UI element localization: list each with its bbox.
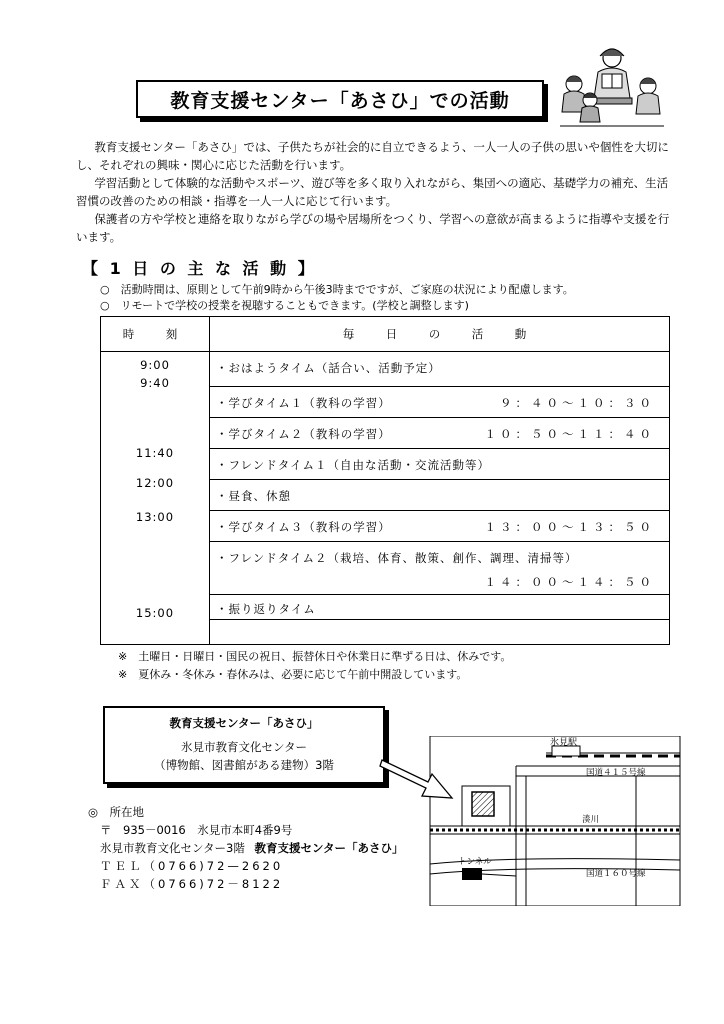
center-info-box	[103, 706, 385, 784]
map-station-label: 氷見駅	[550, 738, 578, 748]
activity-label: ・振り返りタイム	[216, 602, 316, 616]
time-label: 11:40	[135, 446, 175, 460]
activity-row	[210, 542, 669, 595]
pointer-arrow-icon	[378, 748, 458, 804]
time-label: 13:00	[135, 510, 175, 524]
building-floor: 氷見市教育文化センター3階	[100, 841, 245, 855]
schedule-table	[100, 316, 670, 645]
times-column	[101, 352, 210, 645]
map-road1-label: 国道４１５号線	[586, 768, 646, 778]
activity-label: ・学びタイム２（教科の学習）	[216, 427, 391, 441]
intro-text	[76, 138, 676, 246]
reading-children-illustration	[556, 42, 668, 130]
footnote: ※ 土曜日・日曜日・国民の祝日、振替休日や休業日に準ずる日は、休みです。	[118, 650, 512, 663]
activity-label: ・学びタイム３（教科の学習）	[216, 520, 391, 534]
map-tunnel-label: トンネル	[458, 857, 492, 867]
tunnel-icon	[462, 868, 482, 880]
fax-number: ＦＡＸ（0766)72－8122	[100, 877, 284, 891]
page-title: 教育支援センター「あさひ」での活動	[136, 80, 544, 118]
activity-time-range: １０：５０～１１：４０	[484, 427, 655, 441]
activity-row	[210, 480, 669, 511]
activity-row	[210, 595, 669, 620]
activity-label: ・おはようタイム（話合い、活動予定）	[216, 361, 441, 375]
building-center-name: 教育支援センター「あさひ」	[254, 841, 404, 855]
address-block	[88, 803, 404, 893]
activity-time-range: １３：００～１３：５０	[484, 520, 655, 534]
time-label: 9:40	[140, 376, 170, 390]
intro-paragraph: 教育支援センター「あさひ」では、子供たちが社会的に自立できるよう、一人一人の子供の思いや個性を大切にし、それぞれの興味・関心に応じた活動を行います。	[76, 140, 669, 172]
center-name: 教育支援センター「あさひ」	[169, 716, 319, 730]
time-label: 15:00	[135, 606, 175, 620]
center-building-detail: （博物館、図書館がある建物）3階	[154, 758, 334, 772]
header-activity: 毎 日 の 活 動	[210, 317, 670, 352]
footnote: ※ 夏休み・冬休み・春休みは、必要に応じて午前中開設しています。	[118, 668, 468, 681]
activities-column	[210, 352, 670, 645]
activity-time-range: ９：４０～１０：３０	[500, 396, 655, 410]
activity-row	[210, 620, 669, 640]
activity-row	[210, 418, 669, 449]
activity-time-range: １４：００～１４：５０	[484, 575, 655, 589]
activity-note: ○ 活動時間は、原則として午前9時から午後3時までですが、ご家庭の状況により配慮します。	[100, 283, 574, 296]
activity-label: ・学びタイム１（教科の学習）	[216, 396, 391, 410]
header-time: 時 刻	[101, 317, 210, 352]
activity-label: ・昼食、休憩	[216, 489, 291, 503]
address-heading: ◎ 所在地	[88, 805, 145, 819]
map-river-label: 湊川	[582, 815, 600, 825]
intro-paragraph: 学習活動として体験的な活動やスポーツ、遊び等を多く取り入れながら、集団への適応、基礎学力の補充、生活習慣の改善のための相談・指導を一人一人に応じて行います。	[76, 176, 669, 208]
activity-row	[210, 511, 669, 542]
postal-address: 〒 935－0016 氷見市本町4番9号	[100, 823, 293, 837]
map-road2-label: 国道１６０号線	[586, 869, 646, 879]
time-label: 12:00	[135, 476, 175, 490]
phone-number: ＴＥＬ（0766)72—2620	[100, 859, 284, 873]
section-heading: 【 1 日 の 主 な 活 動 】	[82, 259, 317, 278]
building-marker	[472, 792, 494, 816]
activity-row	[210, 449, 669, 480]
activity-note: ○ リモートで学校の授業を視聴することもできます。(学校と調整します)	[100, 299, 469, 312]
activity-label: ・フレンドタイム２（栽培、体育、散策、創作、調理、清掃等）	[216, 551, 578, 565]
center-building: 氷見市教育文化センター	[180, 740, 308, 754]
activity-label: ・フレンドタイム１（自由な活動・交流活動等）	[216, 458, 491, 472]
activity-row	[210, 387, 669, 418]
activity-row	[210, 352, 669, 387]
time-label: 9:00	[140, 358, 170, 372]
intro-paragraph: 保護者の方や学校と連絡を取りながら学びの場や居場所をつくり、学習への意欲が高まるように指導や支援を行います。	[76, 212, 670, 244]
